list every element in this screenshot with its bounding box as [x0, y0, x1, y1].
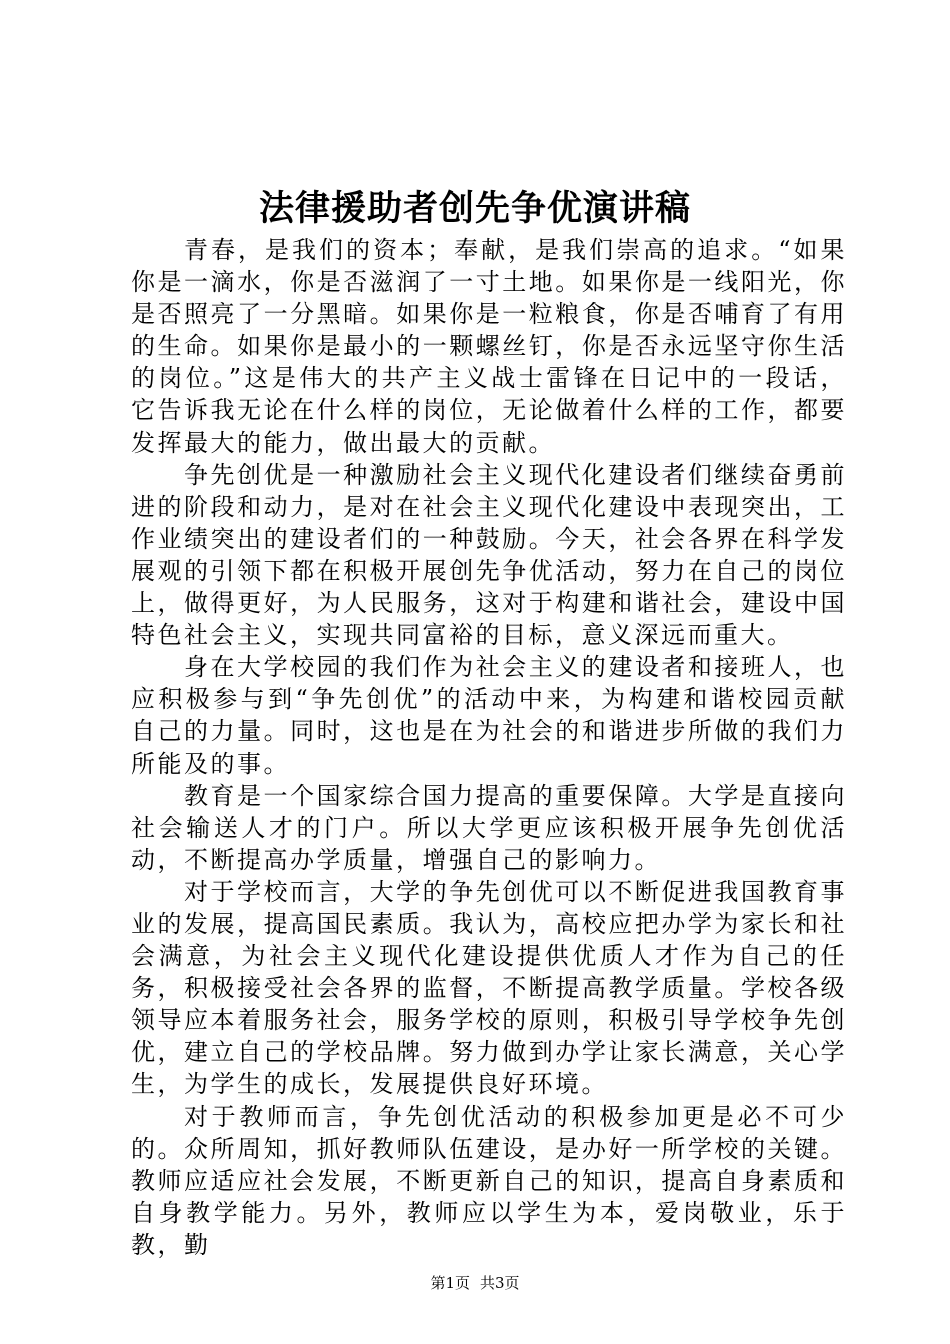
paragraph: 青春，是我们的资本；奉献，是我们崇高的追求。“如果你是一滴水，你是否滋润了一寸土地。如果你是一线阳光，你是否照亮了一分黑暗。如果你是一粒粮食，你是否哺育了有用的生命。如果你是最小的一颗螺丝钉，你是否永远坚守你生活的岗位。”这是伟大的共产主义战士雷锋在日记中的一段话，它告诉我无论在什么样的岗位，无论做着什么样的工作，都要发挥最大的能力，做出最大的贡献。	[131, 236, 847, 457]
paragraph: 对于学校而言，大学的争先创优可以不断促进我国教育事业的发展，提高国民素质。我认为，高校应把办学为家长和社会满意，为社会主义现代化建设提供优质人才作为自己的任务，积极接受社会各界的监督，不断提高教学质量。学校各级领导应本着服务社会，服务学校的原则，积极引导学校争先创优，建立自己的学校品牌。努力做到办学让家长满意，关心学生，为学生的成长，发展提供良好环境。	[131, 877, 847, 1099]
paragraph: 争先创优是一种激励社会主义现代化建设者们继续奋勇前进的阶段和动力，是对在社会主义现代化建设中表现突出，工作业绩突出的建设者们的一种鼓励。今天，社会各界在科学发展观的引领下都在积极开展创先争优活动，努力在自己的岗位上，做得更好，为人民服务，这对于构建和谐社会，建设中国特色社会主义，实现共同富裕的目标，意义深远而重大。	[131, 460, 847, 650]
page-footer	[0, 1273, 950, 1293]
page-number: 第1页	[430, 1274, 470, 1292]
paragraph: 对于教师而言，争先创优活动的积极参加更是必不可少的。众所周知，抓好教师队伍建设，是办好一所学校的关键。教师应适应社会发展，不断更新自己的知识，提高自身素质和自身教学能力。另外，教师应以学生为本，爱岗敬业，乐于教，勤	[131, 1102, 847, 1259]
paragraph: 教育是一个国家综合国力提高的重要保障。大学是直接向社会输送人才的门户。所以大学更应该积极开展争先创优活动，不断提高办学质量，增强自己的影响力。	[131, 781, 847, 874]
document-body	[131, 234, 847, 1261]
page-total: 共3页	[480, 1274, 520, 1292]
paragraph: 身在大学校园的我们作为社会主义的建设者和接班人，也应积极参与到“争先创优”的活动中来，为构建和谐校园贡献自己的力量。同时，这也是在为社会的和谐进步所做的我们力所能及的事。	[131, 653, 847, 778]
document-title: 法律援助者创先争优演讲稿	[258, 188, 691, 229]
